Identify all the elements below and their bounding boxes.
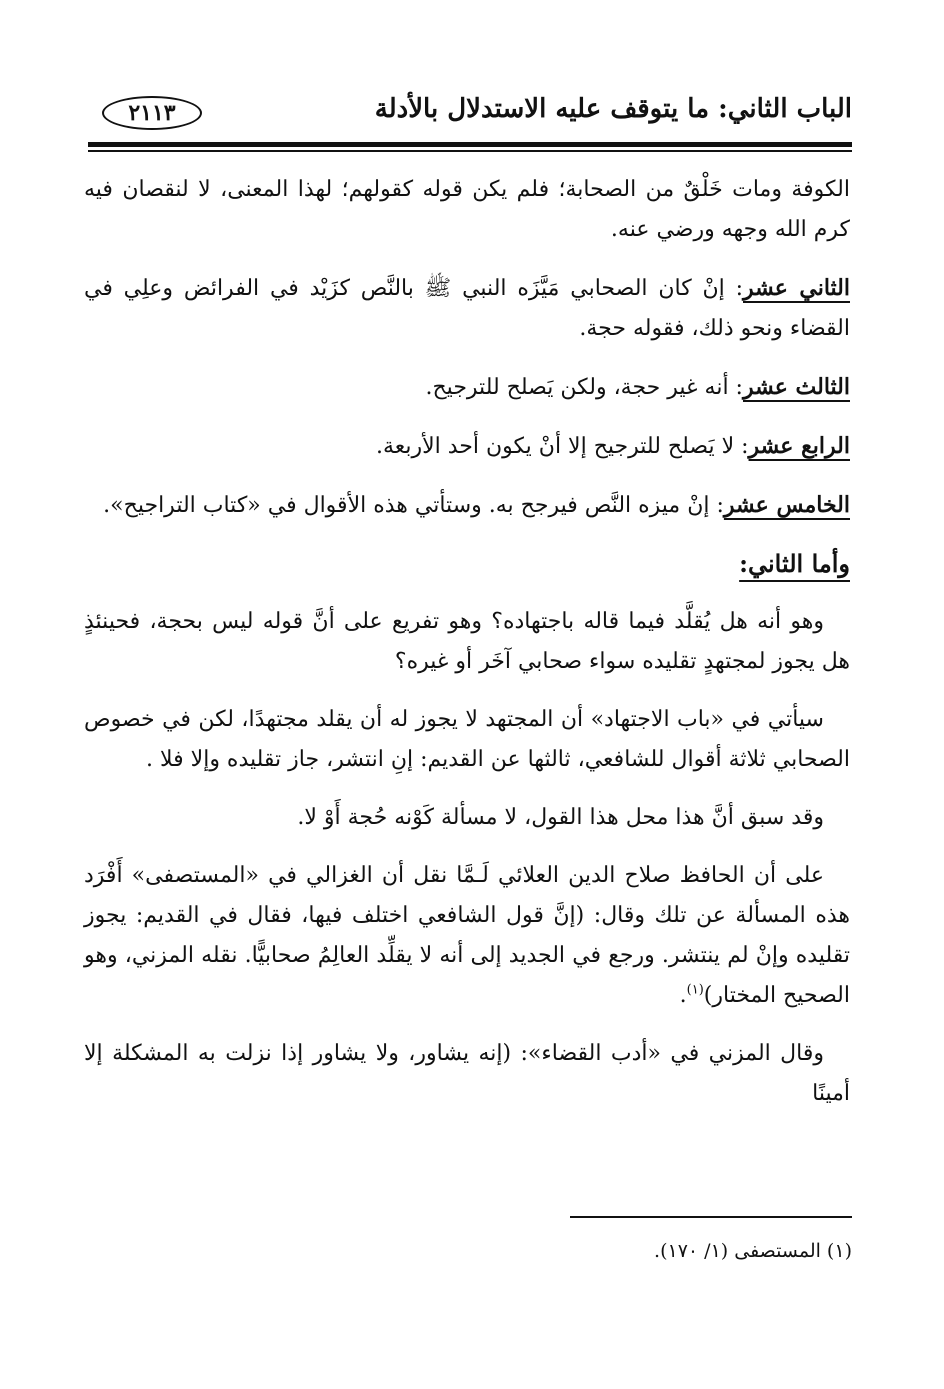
paragraph-previous: وقد سبق أنَّ هذا محل هذا القول، لا مسألة كَوْنه حُجة أَوْ لا.: [297, 805, 824, 830]
paragraph-opinion-12: الثاني عشر: إنْ كان الصحابي مَيَّزَه النبي ﷺ بالنَّص كزَيْد في الفرائض وعلِي في القضاء ونحو ذلك، فقوله حجة.: [84, 275, 850, 341]
paragraph-opinion-15: الخامس عشر: إنْ ميزه النَّص فيرجح به. وستأتي هذه الأقوال في «كتاب التراجيح».: [103, 492, 850, 518]
main-text: [84, 170, 850, 1132]
footnote: (١) المستصفى (١/ ١٧٠).: [654, 1240, 852, 1262]
header-rule-thick: [88, 142, 852, 147]
header-rule-thin: [88, 150, 852, 152]
paragraph-opinion-14: الرابع عشر: لا يَصلح للترجيح إلا أنْ يكون أحد الأربعة.: [375, 433, 850, 459]
page-number: ٢١١٣: [102, 96, 202, 130]
paragraph-muzani: وقال المزني في «أدب القضاء»: (إنه يشاور، ولا يشاور إذا نزلت به المشكلة إلا أمينًا: [84, 1041, 850, 1106]
paragraph-continuation: الكوفة ومات خَلْقٌ من الصحابة؛ فلم يكن قوله كقولهم؛ لهذا المعنى، لا لنقصان فيه كرم الله وجهه ورضي عنه.: [84, 177, 851, 242]
opinion-term: الرابع عشر: [748, 433, 850, 459]
paragraph-question: وهو أنه هل يُقلَّد فيما قاله باجتهاده؟ وهو تفريع على أنَّ قوله ليس بحجة، فحينئذٍ هل يجوز لمجتهدٍ تقليده سواء صحابي آخَر أو غيره؟: [84, 609, 850, 674]
chapter-title: الباب الثاني: ما يتوقف عليه الاستدلال بالأدلة: [374, 94, 852, 124]
paragraph-ijtihad: سيأتي في «باب الاجتهاد» أن المجتهد لا يجوز له أن يقلد مجتهدًا، لكن في خصوص الصحابي ثلاثة أقوال للشافعي، ثالثها عن القديم: إنِ انتشر، جاز تقليده وإلا فلا .: [84, 707, 850, 772]
running-header: [88, 92, 852, 140]
opinion-term: الثاني عشر: [743, 275, 850, 301]
opinion-term: الثالث عشر: [742, 374, 850, 400]
paragraph-opinion-13: الثالث عشر: أنه غير حجة، ولكن يَصلح للترجيح.: [425, 374, 850, 400]
paragraph-alai: على أن الحافظ صلاح الدين العلائي لَـمَّا نقل أن الغزالي في «المستصفى» أَفْرَد هذه المسألة عن تلك وقال: (إنَّ قول الشافعي اختلف فيها، فقال في القديم: يجوز تقليده وإنْ لم ينتشر. ورجع في الجديد إلى أنه لا يقلِّد العالِمُ صحابيًّا. نقله المزني، وهو الصحيح المختار)$^{(١)}$.: [84, 863, 850, 1008]
opinion-term: الخامس عشر: [723, 492, 850, 518]
footnote-marker: (١): [686, 982, 704, 998]
footnote-separator: [570, 1216, 852, 1218]
section-heading: وأما الثاني:: [739, 549, 850, 578]
